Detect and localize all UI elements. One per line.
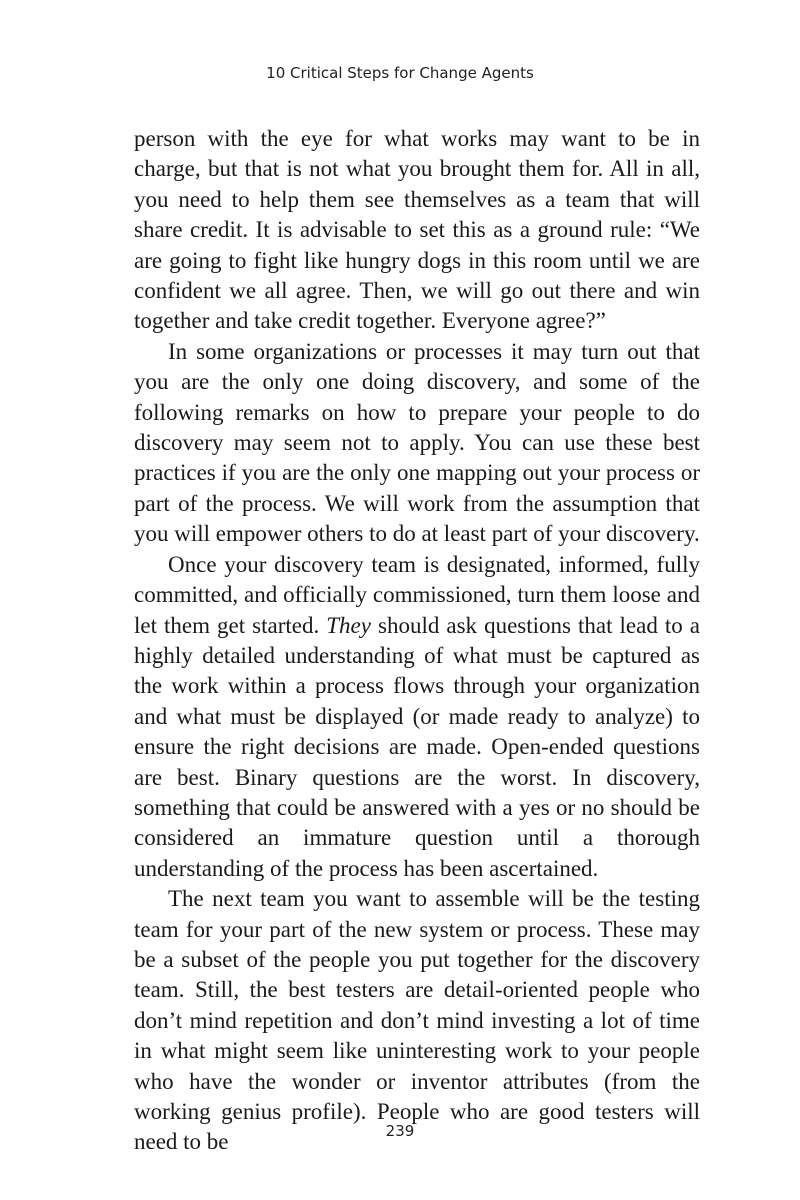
paragraph-discovery-team [134, 550, 700, 884]
paragraph-continued: person with the eye for what works may want to be in charge, but that is not what you brought them for. All in all, you need to help them see themselves as a team that will share credit. It is advisable to set this as a ground rule: “We are going to fight like hungry dogs in this room until we are confident we all agree. Then, we will go out there and win together and take credit together. Everyone agree?” [134, 126, 700, 334]
paragraph-text-after: should ask questions that lead to a highly detailed understanding of what must be captured as the work within a process flows through your organization and what must be displayed (or made ready to analyze) to ensure the right decisions are made. Open-ended questions are best. Binary questions are the worst. In discovery, something that could be answered with a yes or no should be considered an immature question until a thorough understanding of the process has been ascertained. [134, 612, 700, 881]
paragraph-text-before: Once your discovery team is designated, informed, fully committed, and officially commissioned, turn them loose and let them get started. [134, 551, 700, 638]
running-header: 10 Critical Steps for Change Agents [266, 64, 534, 82]
emphasis-they: They [326, 612, 371, 638]
paragraph-testing-team: The next team you want to assemble will be the testing team for your part of the new system or process. These may be a subset of the people you put together for the discovery team. Still, the best testers are detail-oriented people who don’t mind repetition and don’t mind investing a lot of time in what might seem like uninteresting work to your people who have the wonder or inventor attributes (from the working genius profile). People who are good testers will need to be [134, 886, 700, 1155]
paragraph-discovery-solo: In some organizations or processes it may turn out that you are the only one doing discovery, and some of the following remarks on how to prepare your people to do discovery may seem not to apply. You can use these best practices if you are the only one mapping out your process or part of the process. We will work from the assumption that you will empower others to do at least part of your discovery. [134, 338, 700, 547]
page-number: 239 [385, 1122, 415, 1140]
body-text [134, 124, 700, 1158]
